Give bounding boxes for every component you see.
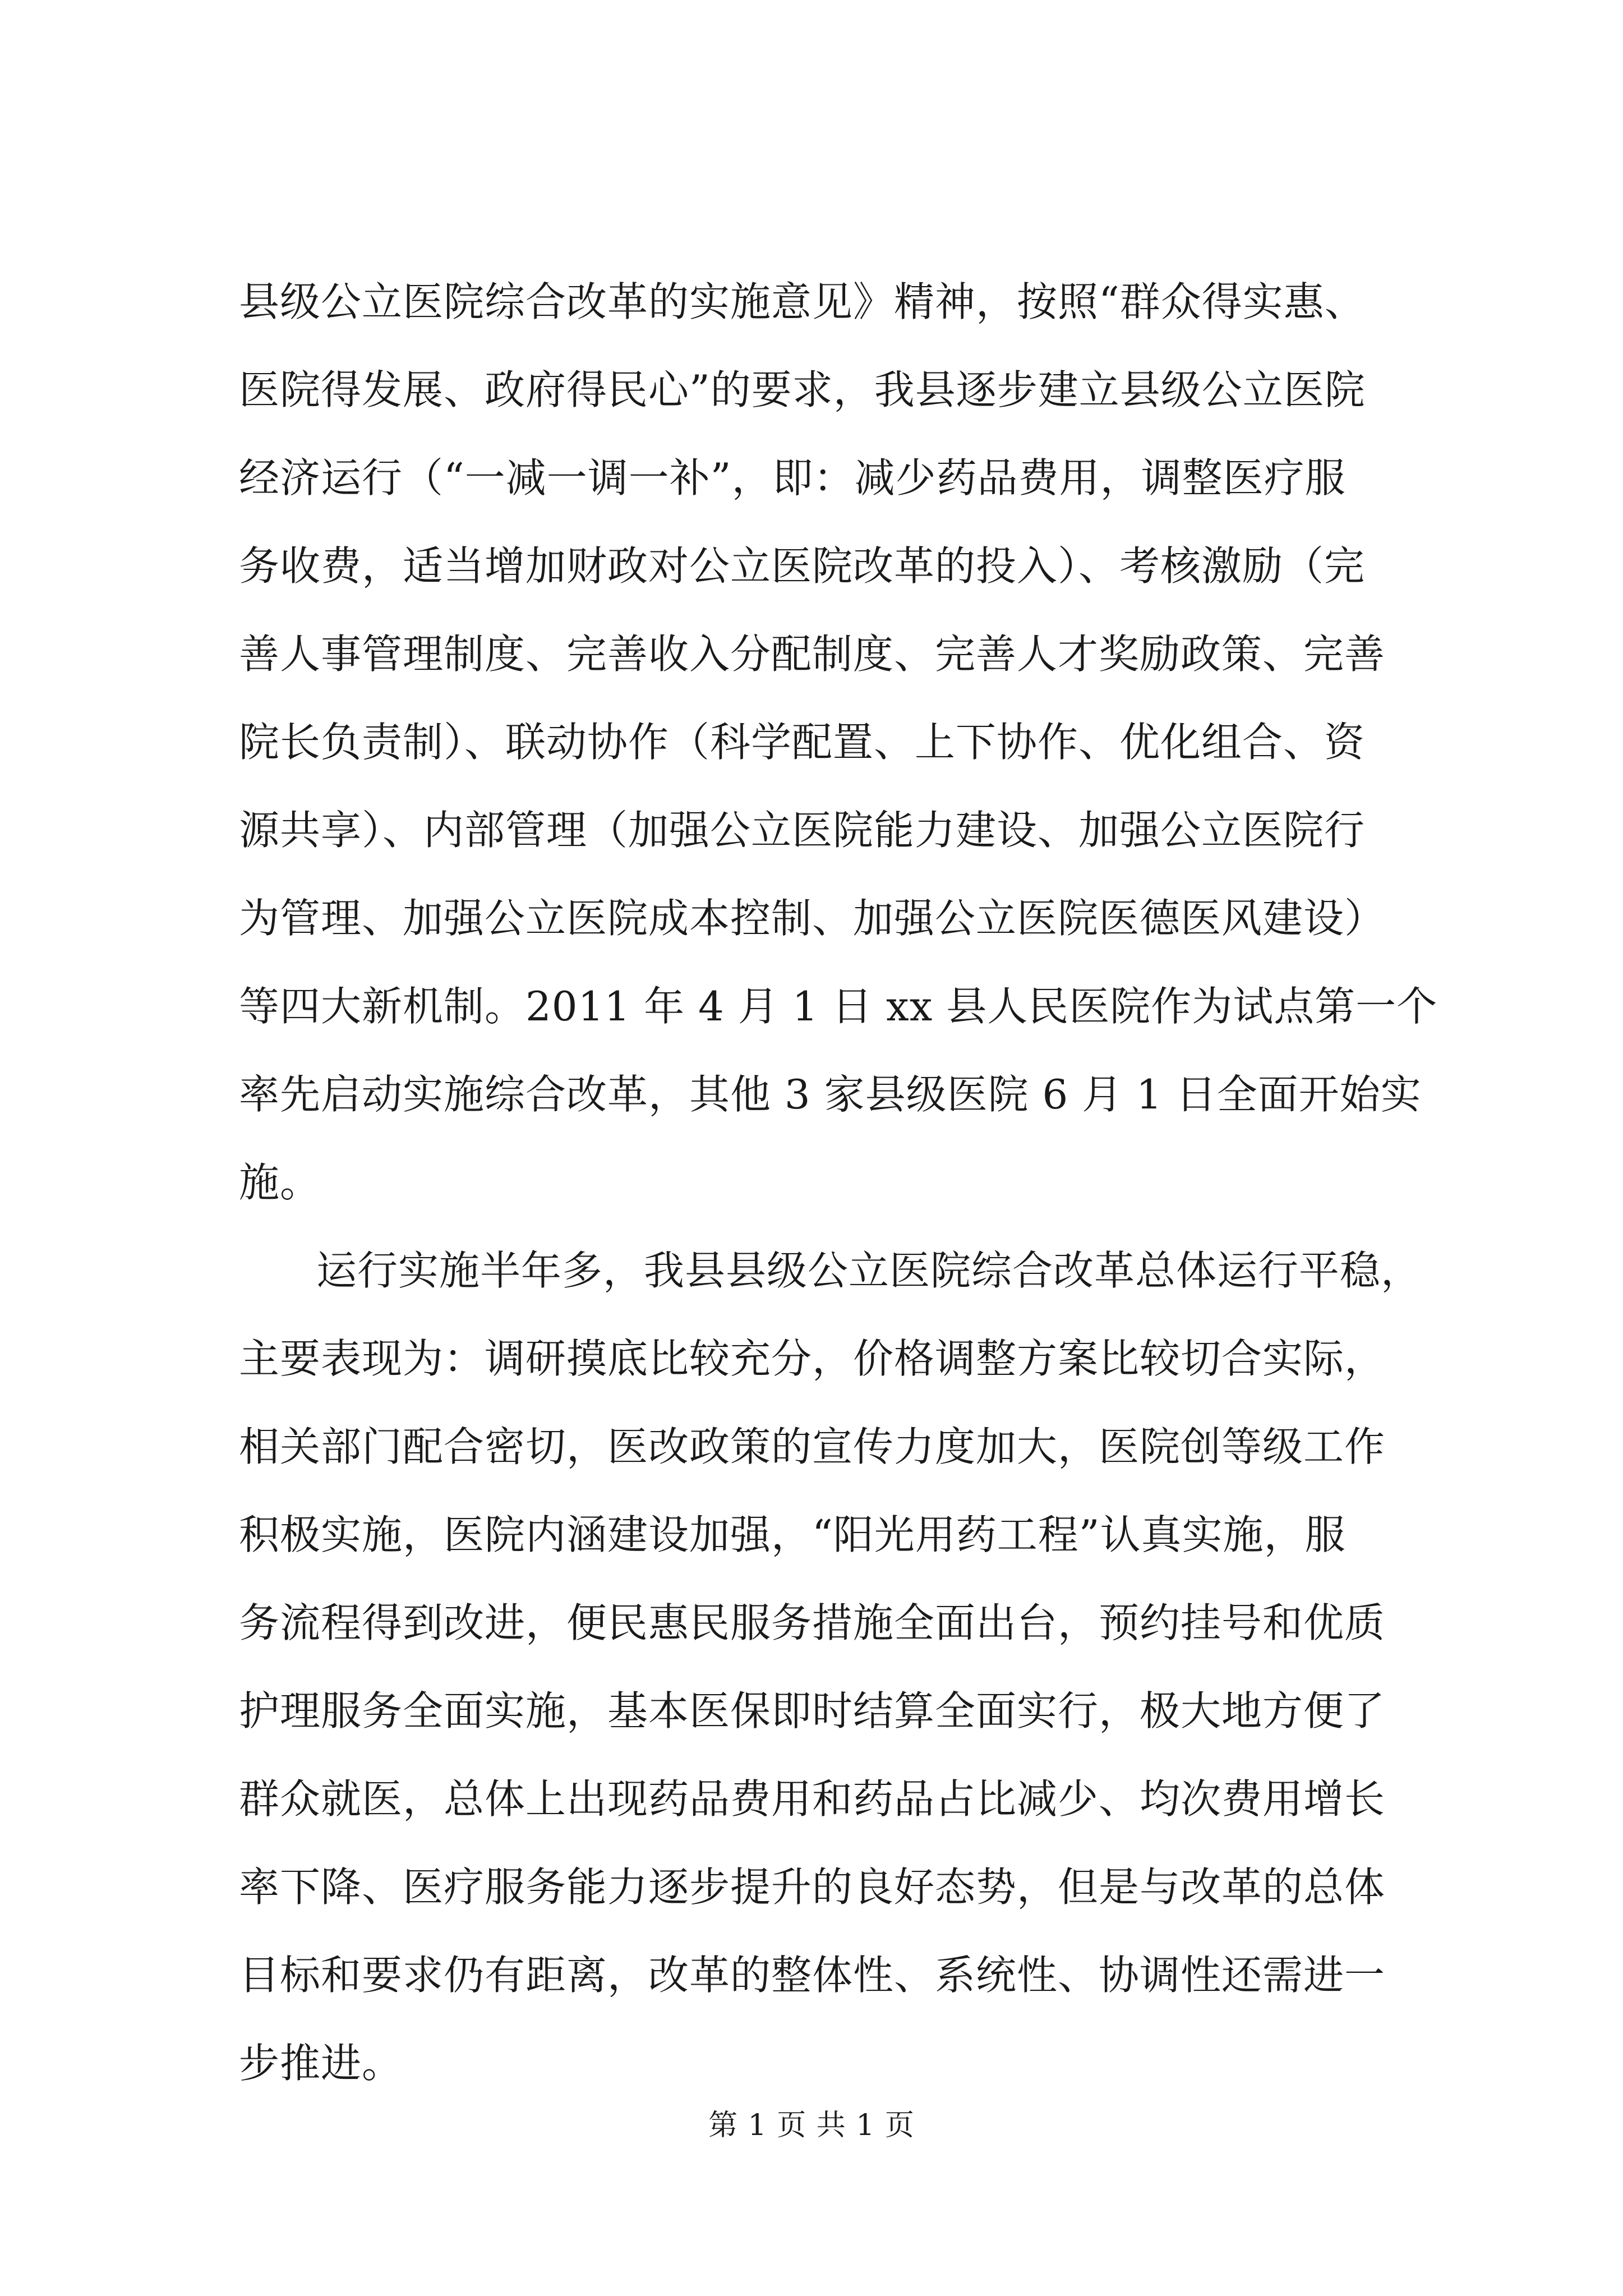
text-line: 主要表现为：调研摸底比较充分，价格调整方案比较切合实际， [239,1335,1386,1382]
page-number-label: 第 1 页 共 1 页 [708,2109,915,2142]
text-line: 源共享）、内部管理（加强公立医院能力建设、加强公立医院行 [239,807,1366,854]
text-line: 经济运行（“一减一调一补”，即：减少药品费用，调整医疗服 [239,454,1346,501]
paragraph-1 [239,258,1438,1227]
text-line: 目标和要求仍有距离，改革的整体性、系统性、协调性还需进一 [239,1952,1386,1999]
body-text [239,258,1438,2108]
text-line: 医院得发展、政府得民心”的要求，我县逐步建立县级公立医院 [239,366,1366,413]
text-line: 步推进。 [239,2040,403,2087]
text-line: 运行实施半年多，我县县级公立医院综合改革总体运行平稳， [316,1247,1422,1294]
text-line: 率先启动实施综合改革，其他 3 家县级医院 6 月 1 日全面开始实 [239,1071,1422,1118]
text-line: 为管理、加强公立医院成本控制、加强公立医院医德医风建设） [239,895,1386,942]
text-line: 率下降、医疗服务能力逐步提升的良好态势，但是与改革的总体 [239,1864,1386,1911]
text-line: 务收费，适当增加财政对公立医院改革的投入）、考核激励（完 [239,542,1366,590]
text-line: 护理服务全面实施，基本医保即时结算全面实行，极大地方便了 [239,1687,1386,1734]
text-line: 善人事管理制度、完善收入分配制度、完善人才奖励政策、完善 [239,631,1386,678]
text-line: 等四大新机制。2011 年 4 月 1 日 xx 县人民医院作为试点第一个 [239,983,1438,1030]
text-line: 务流程得到改进，便民惠民服务措施全面出台，预约挂号和优质 [239,1599,1386,1646]
text-line: 积极实施，医院内涵建设加强，“阳光用药工程”认真实施，服 [239,1511,1346,1558]
text-line: 相关部门配合密切，医改政策的宣传力度加大，医院创等级工作 [239,1423,1386,1470]
text-line: 院长负责制）、联动协作（科学配置、上下协作、优化组合、资 [239,719,1366,766]
text-line: 施。 [239,1159,321,1206]
page-footer [0,2106,1623,2145]
text-line: 群众就医，总体上出现药品费用和药品占比减少、均次费用增长 [239,1775,1386,1823]
paragraph-2 [239,1227,1422,2108]
text-line: 县级公立医院综合改革的实施意见》精神，按照“群众得实惠、 [239,278,1366,325]
